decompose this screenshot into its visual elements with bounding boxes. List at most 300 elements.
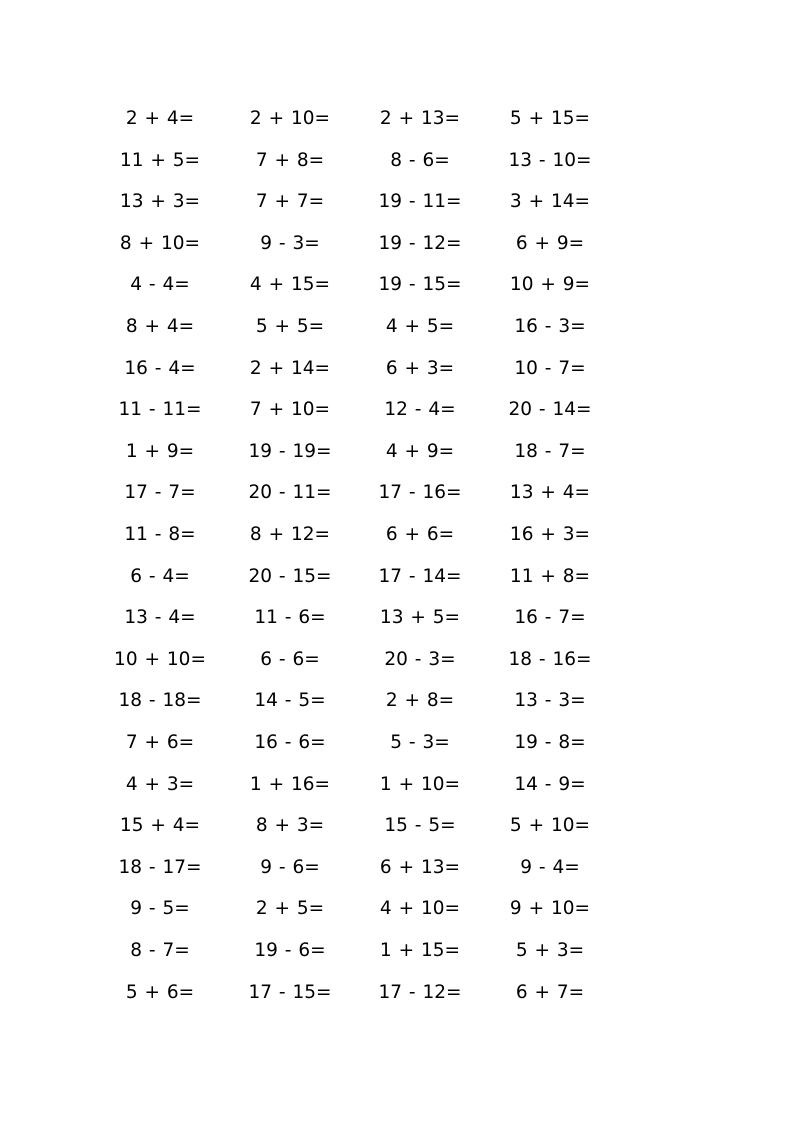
- operand-b: 4: [166, 108, 179, 129]
- operator: -: [544, 607, 552, 629]
- operand-b: 4: [162, 565, 175, 587]
- operand-a: 4: [249, 274, 262, 296]
- equals-sign: =: [444, 856, 461, 878]
- operand-b: 3: [172, 191, 185, 213]
- math-problem: [508, 649, 591, 671]
- operand-a: 2: [385, 690, 398, 712]
- operand-b: 4: [562, 482, 575, 504]
- operand-a: 7: [249, 399, 262, 421]
- equals-sign: =: [316, 981, 332, 1003]
- operator: -: [278, 232, 286, 254]
- operand-b: 15: [291, 274, 315, 296]
- operator: -: [544, 316, 552, 337]
- equals-sign: =: [574, 191, 591, 213]
- operator: -: [278, 482, 286, 504]
- operand-a: 8: [130, 940, 143, 961]
- operand-b: 15: [551, 108, 575, 129]
- operand-b: 14: [422, 565, 447, 587]
- operand-b: 12: [422, 232, 447, 254]
- operator: -: [278, 981, 286, 1003]
- equals-sign: =: [186, 856, 202, 878]
- equals-sign: =: [314, 357, 331, 379]
- equals-sign: =: [570, 690, 586, 712]
- operator: +: [144, 773, 160, 795]
- operator: +: [268, 108, 285, 129]
- operator: -: [414, 815, 422, 837]
- equals-sign: =: [178, 440, 195, 462]
- operand-b: 7: [558, 607, 571, 629]
- math-problem: [126, 316, 194, 338]
- math-problem: [254, 690, 325, 712]
- operator: +: [528, 191, 545, 213]
- operand-a: 2: [379, 108, 392, 129]
- equals-sign: =: [438, 357, 455, 379]
- operand-a: 8: [390, 149, 403, 171]
- math-problem: [118, 690, 201, 712]
- math-problem: [120, 150, 200, 172]
- math-problem: [250, 524, 330, 546]
- operand-a: 11: [254, 607, 278, 629]
- operand-a: 13: [379, 607, 404, 629]
- operand-a: 4: [379, 898, 392, 920]
- operand-b: 8: [296, 149, 309, 171]
- operand-b: 8: [426, 690, 439, 712]
- equals-sign: =: [310, 940, 326, 961]
- operator: +: [144, 648, 160, 670]
- operator: -: [278, 440, 286, 462]
- operand-a: 5: [125, 981, 138, 1003]
- operator: -: [284, 690, 292, 712]
- equals-sign: =: [304, 232, 320, 254]
- operand-b: 7: [168, 482, 181, 504]
- operator: -: [544, 440, 552, 462]
- operand-a: 5: [390, 732, 403, 753]
- equals-sign: =: [314, 399, 331, 421]
- equals-sign: =: [174, 898, 190, 920]
- operand-a: 5: [509, 108, 522, 129]
- operand-b: 4: [162, 274, 175, 296]
- operand-a: 16: [509, 524, 534, 545]
- equals-sign: =: [304, 648, 320, 670]
- operand-b: 17: [162, 856, 187, 878]
- operator: -: [544, 357, 552, 379]
- math-problem: [124, 358, 195, 380]
- equals-sign: =: [184, 149, 201, 171]
- operand-b: 8: [558, 732, 571, 753]
- operand-b: 5: [298, 690, 311, 712]
- equals-sign: =: [314, 773, 331, 795]
- math-problem: [378, 982, 461, 1004]
- operand-b: 10: [552, 149, 577, 171]
- equals-sign: =: [574, 482, 591, 504]
- operand-b: 6: [298, 607, 311, 629]
- operator: +: [268, 274, 285, 296]
- operand-b: 3: [556, 940, 569, 961]
- math-problem: [386, 524, 454, 546]
- operator: +: [398, 940, 415, 961]
- operand-a: 17: [378, 482, 403, 504]
- operand-b: 6: [292, 856, 305, 878]
- equals-sign: =: [570, 732, 586, 753]
- operand-a: 10: [114, 648, 138, 670]
- equals-sign: =: [308, 316, 325, 337]
- operand-b: 4: [168, 607, 181, 629]
- operand-b: 6: [426, 524, 439, 545]
- operand-b: 6: [298, 732, 311, 753]
- equals-sign: =: [186, 399, 202, 421]
- operator: -: [148, 274, 156, 296]
- operand-a: 1: [379, 940, 392, 961]
- equals-sign: =: [438, 690, 455, 712]
- operand-a: 2: [125, 108, 138, 129]
- math-problem: [260, 649, 320, 671]
- operator: +: [404, 316, 420, 337]
- operand-a: 5: [255, 316, 268, 337]
- operand-b: 10: [291, 399, 315, 421]
- operator: -: [408, 981, 416, 1003]
- math-problem: [510, 566, 590, 588]
- equals-sign: =: [308, 815, 325, 837]
- operand-a: 2: [255, 898, 268, 920]
- operand-a: 13: [509, 482, 534, 504]
- operand-b: 10: [421, 898, 445, 920]
- operand-b: 5: [428, 815, 441, 837]
- operator: -: [544, 690, 552, 712]
- math-problem: [120, 191, 200, 213]
- operand-a: 19: [514, 732, 538, 753]
- math-problem: [130, 274, 190, 296]
- operand-a: 13: [124, 607, 148, 629]
- math-problem: [120, 233, 200, 255]
- equals-sign: =: [570, 773, 586, 795]
- operand-a: 9: [130, 898, 143, 920]
- math-problem: [114, 649, 206, 671]
- math-problem: [386, 358, 454, 380]
- equals-sign: =: [316, 440, 332, 462]
- operand-a: 8: [125, 316, 138, 337]
- operator: +: [150, 149, 166, 171]
- equals-sign: =: [574, 524, 591, 545]
- operand-a: 8: [249, 524, 262, 545]
- equals-sign: =: [316, 482, 332, 504]
- operand-a: 20: [508, 399, 533, 421]
- operator: -: [408, 191, 416, 213]
- operand-b: 16: [422, 482, 447, 504]
- equals-sign: =: [310, 732, 326, 753]
- operand-b: 13: [421, 108, 445, 129]
- operand-b: 8: [168, 524, 181, 545]
- math-problem: [250, 274, 330, 296]
- equals-sign: =: [568, 981, 585, 1003]
- equals-sign: =: [444, 940, 461, 961]
- operator: -: [148, 856, 156, 878]
- equals-sign: =: [570, 316, 586, 337]
- operand-b: 16: [552, 648, 577, 670]
- math-problem: [126, 982, 194, 1004]
- math-problem: [378, 482, 461, 504]
- operand-a: 13: [119, 191, 144, 213]
- math-problem: [130, 898, 190, 920]
- equals-sign: =: [446, 232, 462, 254]
- operand-a: 11: [124, 524, 148, 545]
- equals-sign: =: [444, 898, 461, 920]
- math-problem: [510, 482, 590, 504]
- operand-b: 10: [161, 232, 185, 254]
- operand-a: 6: [385, 357, 398, 379]
- math-problem: [120, 815, 200, 837]
- math-problem: [118, 399, 201, 421]
- operand-a: 19: [378, 232, 403, 254]
- operand-b: 12: [422, 981, 447, 1003]
- operand-b: 15: [422, 274, 447, 296]
- operand-b: 3: [558, 690, 571, 712]
- equals-sign: =: [568, 940, 585, 961]
- operand-a: 19: [378, 191, 403, 213]
- math-problem: [378, 274, 461, 296]
- math-problem: [250, 108, 330, 130]
- operator: +: [138, 232, 155, 254]
- math-problem: [514, 358, 585, 380]
- equals-sign: =: [186, 690, 202, 712]
- operand-b: 11: [292, 482, 317, 504]
- math-problem: [256, 316, 324, 338]
- operand-b: 14: [551, 191, 575, 213]
- operand-b: 13: [421, 856, 445, 878]
- operator: -: [544, 773, 552, 795]
- operand-a: 17: [378, 565, 403, 587]
- operand-b: 9: [166, 440, 179, 462]
- math-problem: [248, 441, 331, 463]
- math-problem: [124, 524, 195, 546]
- operator: +: [398, 898, 415, 920]
- operator: -: [284, 940, 292, 961]
- operand-b: 19: [292, 440, 317, 462]
- operand-a: 2: [249, 357, 262, 379]
- math-problem: [256, 815, 324, 837]
- operand-b: 6: [292, 648, 305, 670]
- operator: +: [404, 690, 420, 712]
- math-problem: [514, 316, 585, 338]
- math-problem: [126, 108, 194, 130]
- operator: -: [408, 274, 416, 296]
- operator: +: [534, 232, 550, 254]
- operand-a: 16: [514, 607, 538, 629]
- operand-a: 6: [515, 981, 528, 1003]
- operand-a: 8: [119, 232, 132, 254]
- operator: -: [148, 565, 156, 587]
- operand-a: 14: [514, 773, 538, 795]
- operand-a: 2: [249, 108, 262, 129]
- equals-sign: =: [180, 607, 196, 629]
- math-problem: [250, 399, 330, 421]
- operand-b: 5: [432, 607, 445, 629]
- math-problem: [508, 150, 591, 172]
- operand-b: 9: [426, 440, 439, 462]
- operand-a: 13: [508, 149, 533, 171]
- equals-sign: =: [180, 482, 196, 504]
- operand-b: 5: [296, 316, 309, 337]
- operand-a: 20: [248, 565, 273, 587]
- math-problem: [118, 857, 201, 879]
- math-problem: [514, 732, 585, 754]
- operand-b: 7: [162, 940, 175, 961]
- operand-b: 15: [421, 940, 445, 961]
- operand-b: 3: [558, 316, 571, 337]
- equals-sign: =: [444, 607, 461, 629]
- math-problem: [510, 274, 590, 296]
- equals-sign: =: [180, 357, 196, 379]
- math-problem: [510, 815, 590, 837]
- equals-sign: =: [446, 482, 462, 504]
- operand-a: 6: [385, 524, 398, 545]
- equals-sign: =: [190, 648, 206, 670]
- math-problem: [384, 399, 455, 421]
- equals-sign: =: [438, 316, 455, 337]
- math-problem: [380, 108, 460, 130]
- math-problem: [378, 566, 461, 588]
- operand-a: 20: [248, 482, 273, 504]
- operand-b: 10: [291, 108, 315, 129]
- equals-sign: =: [440, 399, 456, 421]
- equals-sign: =: [574, 108, 591, 129]
- operator: +: [528, 108, 545, 129]
- equals-sign: =: [178, 773, 195, 795]
- math-problem: [514, 607, 585, 629]
- math-problem: [126, 732, 194, 754]
- operand-a: 17: [124, 482, 148, 504]
- math-problem: [130, 566, 190, 588]
- operand-b: 6: [166, 981, 179, 1003]
- math-problem: [508, 399, 591, 421]
- operand-a: 6: [130, 565, 143, 587]
- operator: +: [144, 108, 160, 129]
- operator: +: [144, 316, 160, 337]
- operator: -: [414, 648, 422, 670]
- operator: +: [274, 149, 290, 171]
- operator: +: [398, 773, 415, 795]
- operator: +: [540, 565, 556, 587]
- operator: +: [540, 274, 556, 296]
- equals-sign: =: [570, 357, 586, 379]
- operand-a: 6: [379, 856, 392, 878]
- operator: +: [540, 524, 556, 545]
- operand-a: 4: [125, 773, 138, 795]
- operator: +: [274, 316, 290, 337]
- operator: +: [274, 191, 290, 213]
- math-problem: [386, 316, 454, 338]
- math-problem: [248, 482, 331, 504]
- math-problem: [260, 857, 320, 879]
- operator: +: [528, 815, 545, 837]
- math-problem: [248, 982, 331, 1004]
- operand-b: 9: [562, 274, 575, 296]
- equals-sign: =: [178, 316, 195, 337]
- operand-b: 10: [551, 898, 575, 920]
- operand-a: 11: [509, 565, 534, 587]
- operator: -: [414, 399, 422, 421]
- operand-a: 19: [254, 940, 278, 961]
- operand-a: 7: [255, 149, 268, 171]
- operator: -: [148, 898, 156, 920]
- equals-sign: =: [440, 815, 456, 837]
- operand-b: 7: [558, 357, 571, 379]
- operator: -: [538, 149, 546, 171]
- operand-b: 6: [422, 149, 435, 171]
- equals-sign: =: [184, 191, 201, 213]
- equals-sign: =: [308, 149, 325, 171]
- equals-sign: =: [440, 648, 456, 670]
- math-problem: [514, 690, 585, 712]
- equals-sign: =: [570, 440, 586, 462]
- operand-b: 3: [422, 732, 435, 753]
- equals-sign: =: [446, 981, 462, 1003]
- operand-a: 19: [378, 274, 403, 296]
- math-problem: [516, 940, 584, 962]
- equals-sign: =: [178, 981, 195, 1003]
- operand-a: 11: [119, 149, 144, 171]
- operand-a: 18: [118, 690, 143, 712]
- math-problem: [248, 566, 331, 588]
- math-problem: [514, 774, 585, 796]
- operator: -: [284, 607, 292, 629]
- math-problem: [126, 441, 194, 463]
- equals-sign: =: [308, 191, 325, 213]
- operand-b: 3: [426, 357, 439, 379]
- equals-sign: =: [174, 565, 190, 587]
- math-problem: [390, 150, 450, 172]
- math-problem: [384, 815, 455, 837]
- math-problem: [380, 898, 460, 920]
- math-problem: [384, 649, 455, 671]
- operand-b: 4: [166, 316, 179, 337]
- equals-sign: =: [576, 648, 592, 670]
- equals-sign: =: [574, 815, 591, 837]
- equals-sign: =: [564, 856, 580, 878]
- equals-sign: =: [574, 274, 591, 296]
- operand-a: 9: [260, 856, 273, 878]
- operand-b: 3: [428, 648, 441, 670]
- operand-a: 8: [255, 815, 268, 837]
- operand-a: 6: [515, 232, 528, 254]
- operand-a: 9: [509, 898, 522, 920]
- operator: +: [534, 981, 550, 1003]
- math-problem: [250, 358, 330, 380]
- operator: +: [268, 773, 285, 795]
- operand-b: 3: [296, 815, 309, 837]
- operand-b: 7: [558, 440, 571, 462]
- operand-a: 16: [124, 357, 148, 379]
- operand-b: 5: [162, 898, 175, 920]
- operand-a: 17: [378, 981, 403, 1003]
- math-problem: [510, 898, 590, 920]
- operand-b: 15: [292, 565, 317, 587]
- operand-a: 12: [384, 399, 408, 421]
- operand-a: 7: [125, 732, 138, 753]
- operand-b: 10: [421, 773, 445, 795]
- math-problem: [260, 233, 320, 255]
- math-problem: [380, 940, 460, 962]
- operand-a: 20: [384, 648, 408, 670]
- operator: -: [408, 149, 416, 171]
- operand-b: 5: [172, 149, 185, 171]
- math-problem: [124, 482, 195, 504]
- operator: +: [404, 357, 420, 379]
- operand-a: 1: [125, 440, 138, 462]
- math-problem: [510, 524, 590, 546]
- math-problem: [378, 191, 461, 213]
- equals-sign: =: [438, 524, 455, 545]
- math-problem: [378, 233, 461, 255]
